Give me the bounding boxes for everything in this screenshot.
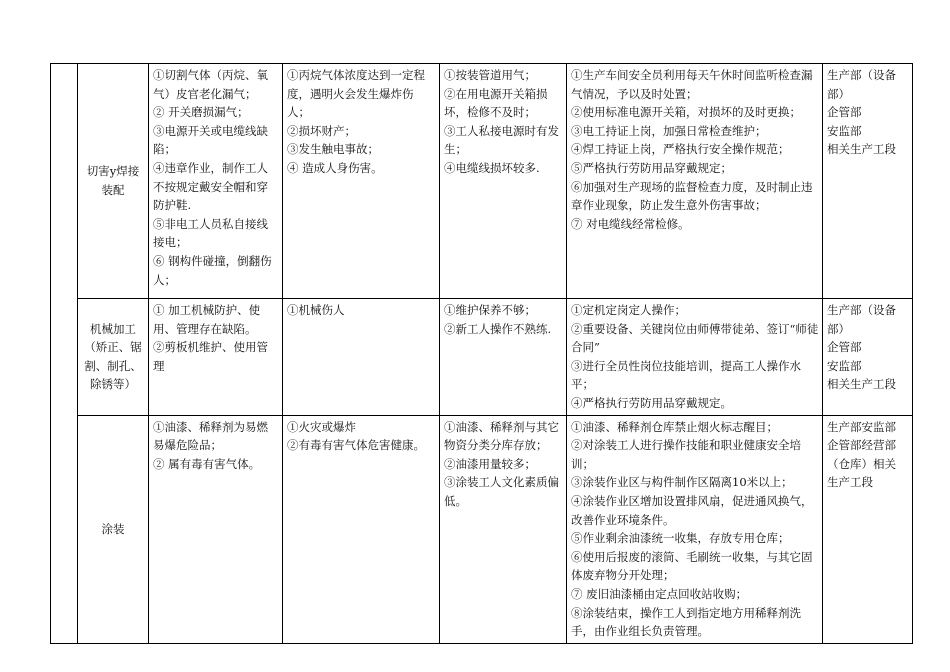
- measure-item: ④焊工持证上岗，严格执行安全操作规范；: [571, 142, 790, 157]
- departments-cell: [823, 415, 913, 643]
- measure-item: ①生产车间安全员利用每天午休时间监听检查漏气情况，予以及时处置；: [571, 68, 813, 101]
- reasons-cell: [440, 415, 567, 643]
- department-item: 安监部: [827, 358, 862, 373]
- table-row: [51, 64, 913, 299]
- measure-item: ①油漆、稀释剂仓库禁止烟火标志醒目；: [571, 419, 778, 434]
- category-label: 涂装: [101, 521, 125, 536]
- measures-cell: [567, 64, 823, 299]
- measure-item: ⑥使用后报废的滚筒、毛刷统一收集，与其它固体废弃物分开处理；: [571, 549, 813, 583]
- measure-item: ④严格执行劳防用品穿戴规定。: [571, 395, 732, 410]
- consequences-cell: [283, 415, 440, 643]
- measures-cell: [567, 415, 823, 643]
- consequences-cell: [283, 64, 440, 299]
- cause-item: ②剪板机维护、使用管理: [153, 340, 268, 373]
- table-row: [51, 299, 913, 416]
- measure-item: ②对涂装工人进行操作技能和职业健康安全培训；: [571, 438, 801, 471]
- cause-item: ⑤非电工人员私自接线接电；: [153, 216, 268, 250]
- measure-item: ⑧涂装结束，操作工人到指定地方用稀释剂洗手，由作业组长负责管理。: [571, 605, 801, 639]
- department-item: 相关生产工段: [827, 377, 896, 392]
- measure-item: ⑦ 废旧油漆桶由定点回收站收购；: [571, 586, 748, 601]
- reason-item: ②在用电源开关箱损坏，检修不及时；: [444, 86, 548, 120]
- measure-item: ⑦ 对电缆线经常检修。: [571, 216, 690, 231]
- reason-item: ①维护保养不够；: [444, 303, 536, 317]
- department-item: 企管部: [827, 105, 862, 120]
- consequence-item: ②损坏财产；: [287, 123, 356, 138]
- measure-item: ③涂装作业区与构件制作区隔离10米以上；: [571, 475, 793, 490]
- department-item: 相关生产工段: [827, 142, 896, 157]
- cause-item: ② 属有毒有害气体。: [153, 456, 261, 471]
- measures-cell: [567, 299, 823, 416]
- reason-item: ①按装管道用气；: [444, 68, 536, 82]
- consequence-item: ①火灾或爆炸: [287, 419, 356, 434]
- departments-cell: [823, 299, 913, 416]
- cause-item: ①切割气体（丙烷、氧气）皮官老化漏气；: [153, 68, 268, 101]
- causes-cell: [149, 299, 283, 416]
- reasons-cell: [440, 64, 567, 299]
- reason-item: ④电缆线损坏较多.: [444, 160, 540, 175]
- category-cell: [78, 415, 149, 643]
- consequences-cell: [283, 299, 440, 416]
- consequence-item: ①丙烷气体浓度达到一定程度，遇明火会发生爆炸伤人；: [287, 68, 425, 120]
- measure-item: ③进行全员性岗位技能培训，提高工人操作水平；: [571, 358, 801, 392]
- table-row: [51, 415, 913, 643]
- measure-item: ④涂装作业区增加设置排风扇，促进通风换气，改善作业环境条件。: [571, 493, 813, 527]
- department-item: 生产部安监部: [827, 419, 896, 434]
- department-item: 生产部（设备部）: [827, 303, 896, 336]
- category-cell: [78, 299, 149, 416]
- category-label: 切害y焊接装配: [86, 164, 140, 197]
- reason-item: ②新工人操作不熟练.: [444, 321, 552, 336]
- causes-cell: [149, 64, 283, 299]
- reason-item: ②油漆用量较多；: [444, 456, 536, 471]
- reason-item: ③工人私接电源时有发生；: [444, 123, 559, 157]
- measure-item: ①定机定岗定人操作；: [571, 303, 686, 317]
- department-item: 生产工段: [827, 475, 873, 490]
- departments-cell: [823, 64, 913, 299]
- reason-item: ③涂装工人文化素质偏低。: [444, 475, 559, 508]
- left-margin-cell: [51, 64, 78, 644]
- measure-item: ③电工持证上岗，加强日常检查维护；: [571, 123, 767, 138]
- measure-item: ②重要设备、关键岗位由师傅带徒弟、签订“师徒合同”: [571, 321, 819, 355]
- department-item: 企管部经营部（仓库）相关: [827, 438, 896, 471]
- causes-cell: [149, 415, 283, 643]
- department-item: 安监部: [827, 123, 862, 138]
- department-item: 生产部（设备部）: [827, 68, 896, 101]
- cause-item: ② 开关磨损漏气；: [153, 105, 249, 120]
- measure-item: ⑤严格执行劳防用品穿戴规定；: [571, 160, 732, 175]
- cause-item: ④违章作业，制作工人不按规定戴安全帽和穿防护鞋.: [153, 160, 268, 213]
- measure-item: ⑤作业剩余油漆统一收集，存放专用仓库；: [571, 531, 790, 546]
- category-label: 机械加工（矫正、锯割、制孔、除锈等）: [84, 321, 142, 392]
- measure-item: ⑥加强对生产现场的监督检查力度，及时制止违章作业现象，防止发生意外伤害事故；: [571, 179, 813, 213]
- reason-item: ①油漆、稀释剂与其它物资分类分库存放；: [444, 419, 559, 453]
- category-cell: [78, 64, 149, 299]
- reasons-cell: [440, 299, 567, 416]
- consequence-item: ②有毒有害气体危害健康。: [287, 438, 425, 453]
- consequence-item: ①机械伤人: [287, 303, 345, 317]
- cause-item: ①油漆、稀释剂为易燃易爆危险品；: [153, 419, 268, 453]
- cause-item: ① 加工机械防护、使用、管理存在缺陷。: [153, 303, 261, 336]
- consequence-item: ④ 造成人身伤害。: [287, 160, 383, 175]
- cause-item: ⑥ 钢构件碰撞，倒翻伤人；: [153, 253, 272, 287]
- hazard-table: [50, 63, 913, 644]
- consequence-item: ③发生触电事故；: [287, 142, 379, 157]
- department-item: 企管部: [827, 340, 862, 355]
- measure-item: ②使用标准电源开关箱，对损坏的及时更换；: [571, 105, 801, 120]
- cause-item: ③电源开关或电缆线缺陷；: [153, 123, 268, 157]
